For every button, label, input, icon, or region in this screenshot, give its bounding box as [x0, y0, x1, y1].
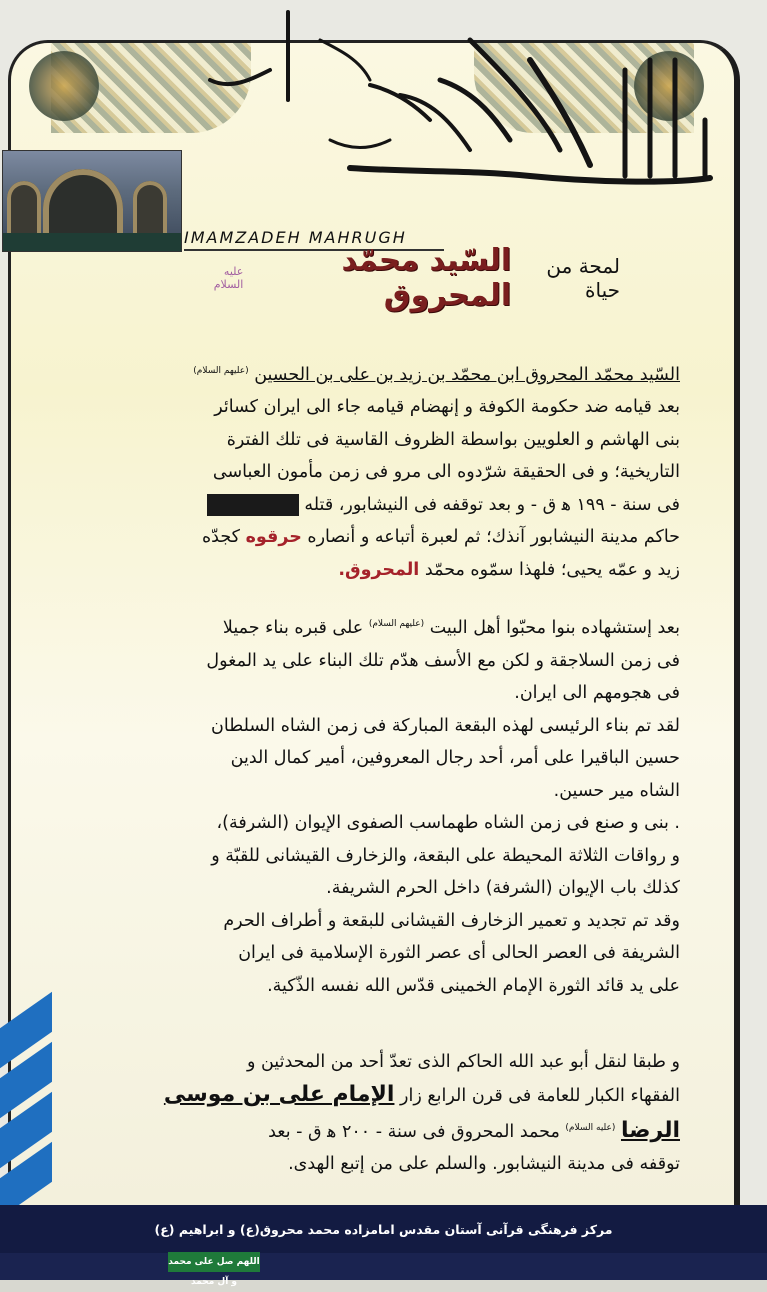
text-line-part: الفقهاء الكبار للعامة فى قرن الرابع زار: [400, 1085, 680, 1106]
text-line-part: على قبره بناء جميلا: [222, 618, 364, 639]
text-line-part: محمد المحروق فى سنة - ٢٠٠ ه‍ ق - بعد: [268, 1121, 560, 1142]
salawat-badge: اللهم صل على محمد و آل محمد: [168, 1252, 260, 1272]
footer-text: مرکز فرهنگی قرآنی آستان مقدس امامزاده محمد محروق(ع) و ابراهیم (ع): [154, 1221, 613, 1237]
heading-name: السّيد محمّد المحروق: [341, 243, 512, 313]
honorific: (عليهم السلام): [193, 366, 249, 376]
text-line-part: كجدّه: [202, 527, 240, 548]
text-line: بنى الهاشم و العلويين بواسطة الظروف القاسية فى تلك الفترة: [226, 429, 680, 450]
footer-bottom-bar: [0, 1253, 767, 1280]
text-line-part: بعد إستشهاده بنوا محبّوا أهل البيت: [429, 618, 680, 639]
text-line: التاريخية؛ و فى الحقيقة شرّدوه الى مرو فى زمن مأمون العباسى: [212, 462, 680, 483]
text-line: [66, 608, 680, 644]
text-line: . بنى و صنع فى زمن الشاه طهماسب الصفوى الإيوان (الشرفة)،: [216, 813, 680, 834]
honorific: (عليه السلام): [565, 1123, 616, 1134]
text-line: حسين الباقيرا على أمر، أحد رجال المعروفين، أمير كمال الدين: [230, 748, 680, 769]
text-line: على يد قائد الثورة الإمام الخمينى قدّس الله نفسه الذّكية.: [267, 975, 680, 996]
text-line: و طبقا لنقل أبو عبد الله الحاكم الذى تعدّ أحد من المحدثين و: [246, 1052, 680, 1073]
highlight-word: المحروق.: [338, 559, 420, 580]
shrine-photo: [2, 150, 182, 252]
text-line-part: فى سنة - ١٩٩ ه‍ ق - و بعد توقفه فى النيشابور، قتله: [304, 494, 680, 515]
redaction-bar: [207, 494, 299, 516]
text-line-part: زيد و عمّه يحيى؛ فلهذا سمّوه محمّد: [424, 559, 680, 580]
text-line: [66, 1079, 680, 1113]
text-line: [66, 554, 680, 587]
text-line: كذلك باب الإيوان (الشرفة) داخل الحرم الشريفة.: [326, 878, 680, 899]
text-line: فى زمن السلاجقة و لكن مع الأسف هدّم تلك البناء على يد المغول: [206, 650, 680, 671]
emphasis-name: الرضا: [620, 1117, 680, 1143]
basmala-calligraphy: [170, 0, 730, 200]
text-line: الشاه مير حسين.: [553, 780, 680, 801]
text-line: [66, 521, 680, 554]
footer-bar: [0, 1205, 767, 1253]
page-heading: [200, 243, 620, 313]
text-line: وقد تم تجديد و تعمير الزخارف القيشانى للبقعة و أطراف الحرم: [223, 910, 680, 931]
text-line-part: السّيد محمّد المحروق ابن محمّد بن زيد بن على بن الحسين: [254, 364, 680, 385]
text-line: توقفه فى مدينة النيشابور. والسلم على من إتبع الهدى.: [288, 1154, 680, 1175]
text-line: الشريفة فى العصر الحالى أى عصر الثورة الإسلامية فى ايران: [238, 943, 680, 964]
text-line: و رواقات الثلاثة المحيطة على البقعة، والزخارف القيشانى للقبّة و: [211, 845, 680, 866]
text-line: فى هجومهم الى ايران.: [514, 683, 680, 704]
text-line-part: حاكم مدينة النيشابور آنذك؛ ثم لعبرة أتباعه و أنصاره: [307, 527, 680, 548]
emphasis-name: الإمام على بن موسى: [163, 1081, 395, 1107]
text-line: [66, 1112, 680, 1148]
latin-title: IMAMZADEH MAHRUGH: [184, 228, 444, 251]
honorific: (عليهم السلام): [368, 619, 425, 630]
text-line: [66, 489, 680, 522]
highlight-word: حرقوه: [245, 527, 302, 548]
text-line: بعد قيامه ضد حكومة الكوفة و إنهضام قيامه جاء الى ايران كسائر: [214, 397, 680, 418]
heading-honorific: عليه السلام: [213, 265, 244, 291]
medallion-left-icon: [29, 51, 99, 121]
text-line: [66, 355, 680, 391]
text-line: لقد تم بناء الرئيسى لهذه البقعة المباركة فى زمن الشاه السلطان: [211, 715, 680, 736]
body-text: [66, 355, 680, 1181]
heading-lead: لمحة من حياة: [546, 254, 620, 302]
